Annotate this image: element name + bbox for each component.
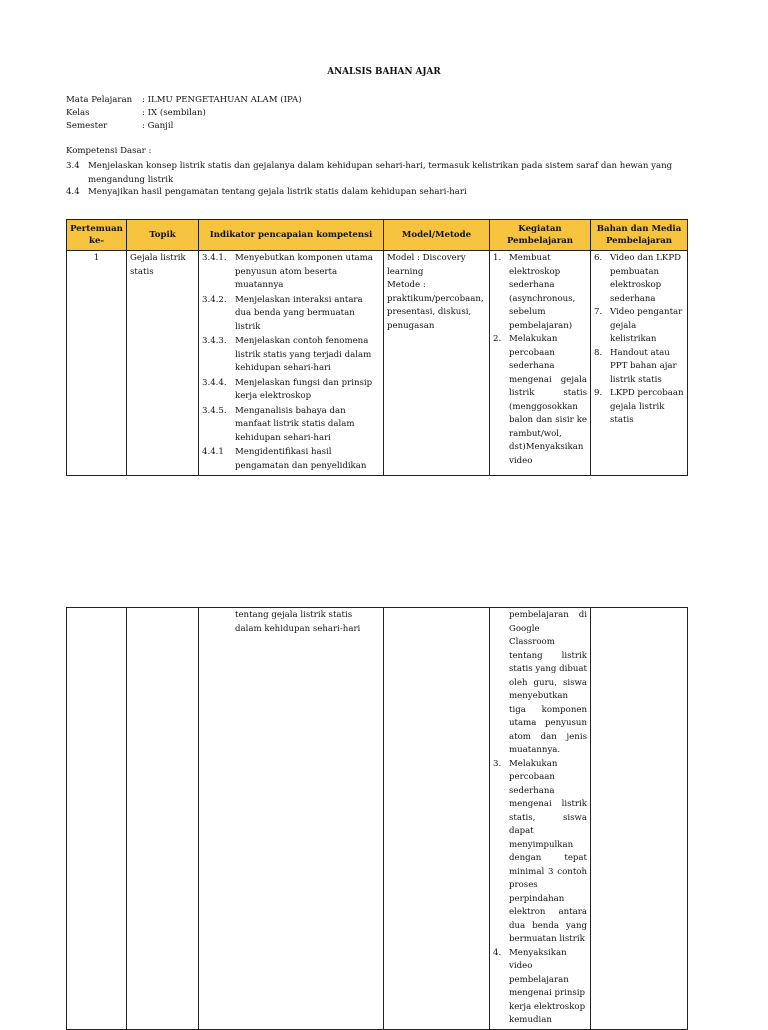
cell-indikator — [199, 608, 384, 1030]
kd-text: Menyajikan hasil pengamatan tentang gejala listrik statis dalam kehidupan sehari-hari — [88, 187, 467, 197]
kegiatan-item: 4. Menyaksikan video pembelajaran mengenai prinsip kerja elektroskop kemudian — [493, 947, 586, 1025]
indikator-item: 3.4.4. Menjelaskan fungsi dan prinsip kerja elektroskop — [202, 377, 373, 401]
indikator-item: 3.4.1. Menyebutkan komponen utama penyusun atom beserta muatannya — [202, 253, 373, 290]
cell-model-metode — [384, 608, 490, 1030]
header-bahan-media: Bahan dan Media Pembelajaran — [591, 220, 688, 251]
kd-item-4-4 — [66, 186, 676, 200]
header-indikator: Indikator pencapaian kompetensi — [199, 220, 384, 251]
cell-topik — [127, 608, 199, 1030]
table-row — [67, 608, 688, 1030]
cell-topik: Gejala listrik statis — [127, 251, 199, 476]
cell-kegiatan — [490, 608, 591, 1030]
kegiatan-item: 1. Membuat elektroskop sederhana (asynchronous, sebelum pembelajaran) — [493, 253, 576, 331]
kd-number: 3.4 — [66, 161, 80, 171]
info-value: : ILMU PENGETAHUAN ALAM (IPA) — [142, 95, 302, 105]
kegiatan-item: 3. Melakukan percobaan sederhana mengenai listrik statis, siswa dapat menyimpulkan dengan tepat minimal 3 contoh proses perpindahan elektron antara dua benda yang bermuatan listrik — [493, 758, 587, 944]
indikator-continuation: tentang gejala listrik statis dalam kehidupan sehari-hari — [235, 610, 361, 634]
analysis-table — [66, 219, 688, 476]
bahan-item: 9. LKPD percobaan gejala listrik statis — [594, 388, 684, 425]
indikator-item: 3.4.2. Menjelaskan interaksi antara dua benda yang bermuatan listrik — [202, 294, 363, 332]
info-label: Mata Pelajaran — [66, 95, 133, 105]
cell-model-metode — [384, 251, 490, 476]
kegiatan-continuation: pembelajaran di Google Classroom tentang listrik statis yang dibuat oleh guru, siswa menyebutkan tiga komponen utama penyusun atom dan jenis muatannya. — [509, 610, 587, 755]
cell-bahan-media — [591, 608, 688, 1030]
kd-heading: Kompetensi Dasar : — [66, 146, 152, 156]
info-label: Kelas — [66, 108, 90, 118]
kegiatan-item: 2. Melakukan percobaan sederhana mengenai gejala listrik statis (menggosokkan balon dan sisir ke rambut/wol, dst)Menyaksikan video — [493, 334, 587, 466]
cell-indikator — [199, 251, 384, 476]
cell-bahan-media — [591, 251, 688, 476]
kd-text: Menjelaskan konsep listrik statis dan gejalanya dalam kehidupan sehari-hari, termasuk kelistrikan pada sistem saraf dan hewan yang mengandung listrik — [88, 161, 673, 185]
metode-text: Metode : praktikum/percobaan, presentasi, diskusi, penugasan — [387, 280, 484, 331]
info-value: : IX (sembilan) — [142, 108, 206, 118]
model-text: Model : Discovery learning — [387, 253, 466, 277]
info-label: Semester — [66, 121, 108, 131]
document-title: ANALSIS BAHAN AJAR — [327, 67, 441, 77]
cell-pertemuan — [67, 608, 127, 1030]
indikator-item: 3.4.3. Menjelaskan contoh fenomena listrik statis yang terjadi dalam kehidupan sehari-hari — [202, 336, 372, 373]
header-model-metode: Model/Metode — [384, 220, 490, 251]
cell-pertemuan: 1 — [67, 251, 127, 476]
bahan-item: 8. Handout atau PPT bahan ajar listrik statis — [594, 347, 677, 385]
table-row — [67, 251, 688, 476]
kd-item-3-4 — [66, 160, 676, 187]
cell-kegiatan — [490, 251, 591, 476]
info-value: : Ganjil — [142, 121, 174, 131]
bahan-item: 7. Video pengantar gejala kelistrikan — [594, 307, 683, 344]
header-pertemuan: Pertemuan ke- — [67, 220, 127, 251]
indikator-item: 4.4.1 Mengidentifikasi hasil pengamatan dan penyelidikan — [202, 447, 367, 471]
bahan-item: 6. Video dan LKPD pembuatan elektroskop sederhana — [594, 253, 681, 304]
indikator-item: 3.4.5. Menganalisis bahaya dan manfaat listrik statis dalam kehidupan sehari-hari — [202, 405, 355, 443]
analysis-table-continued — [66, 607, 688, 1030]
header-topik: Topik — [127, 220, 199, 251]
header-kegiatan: Kegiatan Pembelajaran — [490, 220, 591, 251]
kd-number: 4.4 — [66, 187, 80, 197]
